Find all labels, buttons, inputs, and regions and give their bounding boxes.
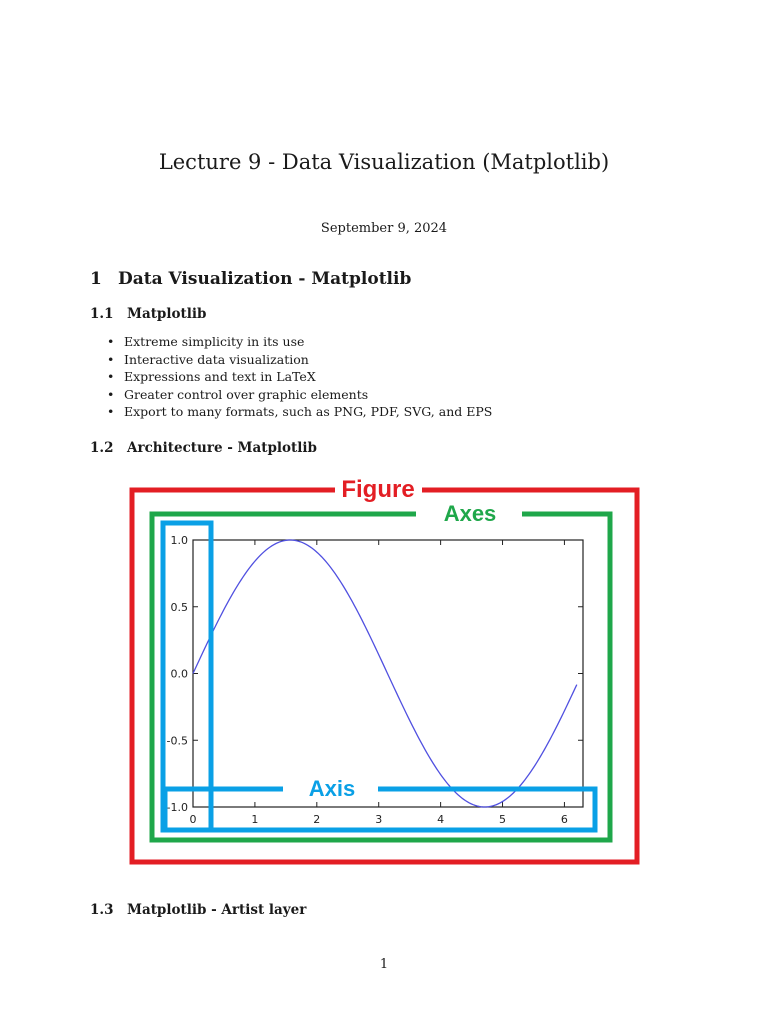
x-tick-label: 2 xyxy=(313,813,321,826)
x-tick-label: 3 xyxy=(375,813,383,826)
y-axis-ticks xyxy=(167,534,583,814)
x-tick-label: 4 xyxy=(437,813,445,826)
subsection-1-1-title: Matplotlib xyxy=(127,306,207,322)
subsection-1-1-number: 1.1 xyxy=(90,306,114,322)
feature-bullet-list xyxy=(106,333,492,421)
subsection-1-2-title: Architecture - Matplotlib xyxy=(127,440,317,456)
subsection-1-1-heading xyxy=(90,306,206,322)
y-tick-label: 1.0 xyxy=(170,534,188,547)
subsection-1-3-number: 1.3 xyxy=(90,902,114,918)
bullet-item: • Interactive data visualization xyxy=(106,351,492,369)
x-tick-label: 1 xyxy=(251,813,259,826)
bullet-item: • Extreme simplicity in its use xyxy=(106,333,492,351)
bullet-item: • Export to many formats, such as PNG, PDF, SVG, and EPS xyxy=(106,403,492,421)
axis-frames xyxy=(163,523,595,830)
y-tick-label: -1.0 xyxy=(166,801,188,814)
x-tick-label: 6 xyxy=(560,813,568,826)
x-axis-ticks xyxy=(190,540,568,826)
sine-curve xyxy=(193,540,577,807)
y-tick-label: 0.0 xyxy=(170,667,188,681)
subsection-1-2-heading xyxy=(90,440,317,456)
bullet-item: • Expressions and text in LaTeX xyxy=(106,368,492,386)
architecture-figure xyxy=(120,470,650,870)
y-tick-label: -0.5 xyxy=(166,734,188,748)
bullet-item: • Greater control over graphic elements xyxy=(106,386,492,404)
subsection-1-2-number: 1.2 xyxy=(90,440,114,456)
figure-frame xyxy=(132,490,637,862)
sine-plot xyxy=(167,534,583,826)
x-tick-label: 5 xyxy=(499,813,507,826)
section-1-title: Data Visualization - Matplotlib xyxy=(118,269,412,289)
y-tick-label: 0.5 xyxy=(170,600,188,614)
x-tick-label: 0 xyxy=(189,813,197,826)
document-date: September 9, 2024 xyxy=(320,221,448,236)
document-title: Lecture 9 - Data Visualization (Matplotlib) xyxy=(158,150,610,174)
subsection-1-3-heading xyxy=(90,902,306,918)
axes-label: Axes xyxy=(443,501,497,526)
axis-label: Axis xyxy=(308,776,356,801)
page-number: 1 xyxy=(379,957,389,972)
architecture-diagram xyxy=(120,470,650,870)
figure-label: Figure xyxy=(341,476,415,503)
subsection-1-3-title: Matplotlib - Artist layer xyxy=(127,902,307,918)
section-1-number: 1 xyxy=(90,269,102,289)
section-1-heading xyxy=(90,269,411,289)
